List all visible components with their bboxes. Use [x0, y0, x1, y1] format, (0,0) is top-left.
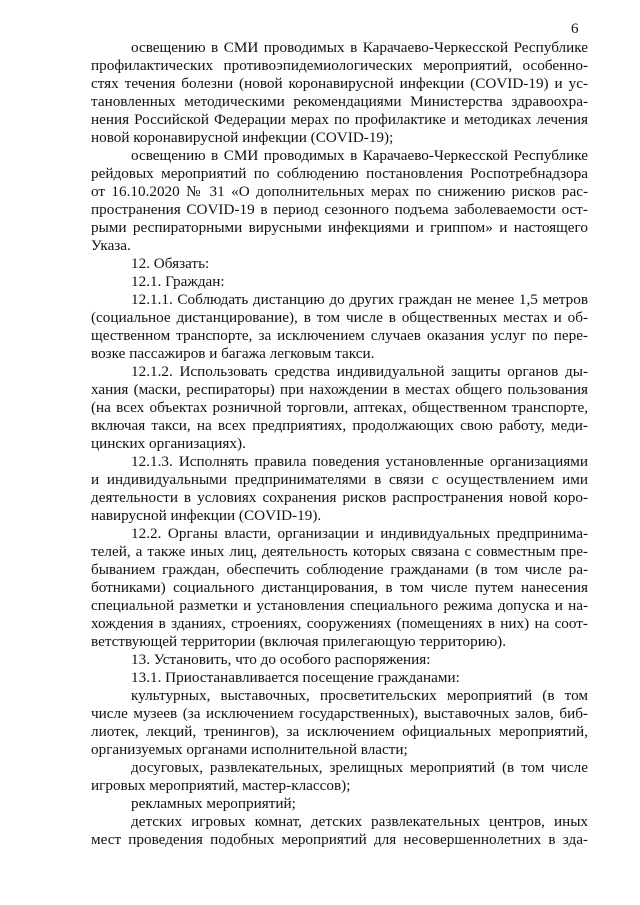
paragraph [91, 273, 588, 291]
text-line: хания (маски, респираторы) при нахождении в местах общего пользования [91, 381, 588, 398]
text-line: освещению в СМИ проводимых в Карачаево-Черкесской Республике [131, 147, 588, 164]
paragraph [91, 687, 588, 759]
text-line: (социальное дистанцирование), в том числе в общественных местах и об- [91, 309, 588, 326]
text-line: организуемых органами исполнительной власти; [91, 741, 408, 758]
text-line: 13.1. Приостанавливается посещение гражданами: [131, 669, 460, 686]
paragraph [91, 255, 588, 273]
text-line: 12.1.1. Соблюдать дистанцию до других граждан не менее 1,5 метров [131, 291, 588, 308]
text-line: досуговых, развлекательных, зрелищных мероприятий (в том числе [131, 759, 588, 776]
paragraph [91, 669, 588, 687]
text-line: ветствующей территории (включая прилегающую территорию). [91, 633, 507, 650]
text-line: профилактических противоэпидемиологических мероприятий, особенно- [91, 57, 588, 74]
text-line: цинских организациях). [91, 435, 246, 452]
text-line: (на всех объектах розничной торговли, аптеках, общественном транспорте, [91, 399, 588, 416]
text-line: культурных, выставочных, просветительских мероприятий (в том [131, 687, 588, 704]
document-body [91, 39, 588, 849]
text-line: игровых мероприятий, мастер-классов); [91, 777, 351, 794]
paragraph [91, 147, 588, 255]
paragraph [91, 453, 588, 525]
text-line: ботниками) социального дистанцирования, в том числе путем нанесения [91, 579, 588, 596]
paragraph [91, 525, 588, 651]
text-line: 13. Установить, что до особого распоряжения: [131, 651, 431, 668]
paragraph [91, 651, 588, 669]
text-line: навирусной инфекции (COVID-19). [91, 507, 322, 524]
text-line: нения Российской Федерации мерах по профилактике и методиках лечения [91, 111, 588, 128]
text-line: тановленных методическими рекомендациями Министерства здравоохра- [91, 93, 588, 110]
text-line: рекламных мероприятий; [131, 795, 296, 812]
text-line: освещению в СМИ проводимых в Карачаево-Черкесской Республике [131, 39, 588, 56]
text-line: стях течения болезни (новой коронавирусной инфекции (COVID-19) и ус- [91, 75, 588, 92]
text-line: хождения в зданиях, строениях, сооружениях (помещениях в них) на соот- [91, 615, 588, 632]
text-line: щественном транспорте, за исключением случаев оказания услуг по пере- [91, 327, 588, 344]
paragraph [91, 39, 588, 147]
text-line: от 16.10.2020 № 31 «О дополнительных мерах по снижению рисков рас- [91, 183, 588, 200]
text-line: 12. Обязать: [131, 255, 210, 272]
text-line: числе музеев (за исключением государственных), выставочных залов, биб- [91, 705, 588, 722]
text-line: 12.1.2. Использовать средства индивидуальной защиты органов ды- [131, 363, 588, 380]
text-line: рейдовых мероприятий по соблюдению постановления Роспотребнадзора [91, 165, 588, 182]
text-line: детских игровых комнат, детских развлекательных центров, иных [131, 813, 588, 830]
text-line: рыми респираторными вирусными инфекциями и гриппом» и настоящего [91, 219, 588, 236]
text-line: мест проведения подобных мероприятий для несовершеннолетних в зда- [91, 831, 588, 848]
text-line: 12.2. Органы власти, организации и индивидуальных предпринима- [131, 525, 588, 542]
paragraph [91, 291, 588, 363]
text-line: и индивидуальными предпринимателями в связи с осуществлением ими [91, 471, 588, 488]
text-line: включая такси, на всех предприятиях, продолжающих свою работу, меди- [91, 417, 588, 434]
text-line: новой коронавирусной инфекции (COVID-19); [91, 129, 394, 146]
text-line: специальной разметки и установления специального режима допуска и на- [91, 597, 588, 614]
paragraph [91, 759, 588, 795]
paragraph [91, 813, 588, 849]
text-line: деятельности в условиях сохранения рисков распространения новой коро- [91, 489, 588, 506]
paragraph [91, 795, 588, 813]
text-line: быванием граждан, обеспечить соблюдение гражданами (в том числе ра- [91, 561, 588, 578]
text-line: пространения COVID-19 в период сезонного подъема заболеваемости ост- [91, 201, 588, 218]
text-line: телей, а также иных лиц, деятельность которых связана с совместным пре- [91, 543, 588, 560]
page-number: 6 [571, 21, 579, 37]
text-line: возке пассажиров и багажа легковым такси. [91, 345, 375, 362]
text-line: 12.1. Граждан: [131, 273, 225, 290]
text-line: Указа. [91, 237, 131, 254]
text-line: 12.1.3. Исполнять правила поведения установленные организациями [131, 453, 588, 470]
paragraph [91, 363, 588, 453]
text-line: лиотек, лекций, тренингов), за исключением официальных мероприятий, [91, 723, 588, 740]
